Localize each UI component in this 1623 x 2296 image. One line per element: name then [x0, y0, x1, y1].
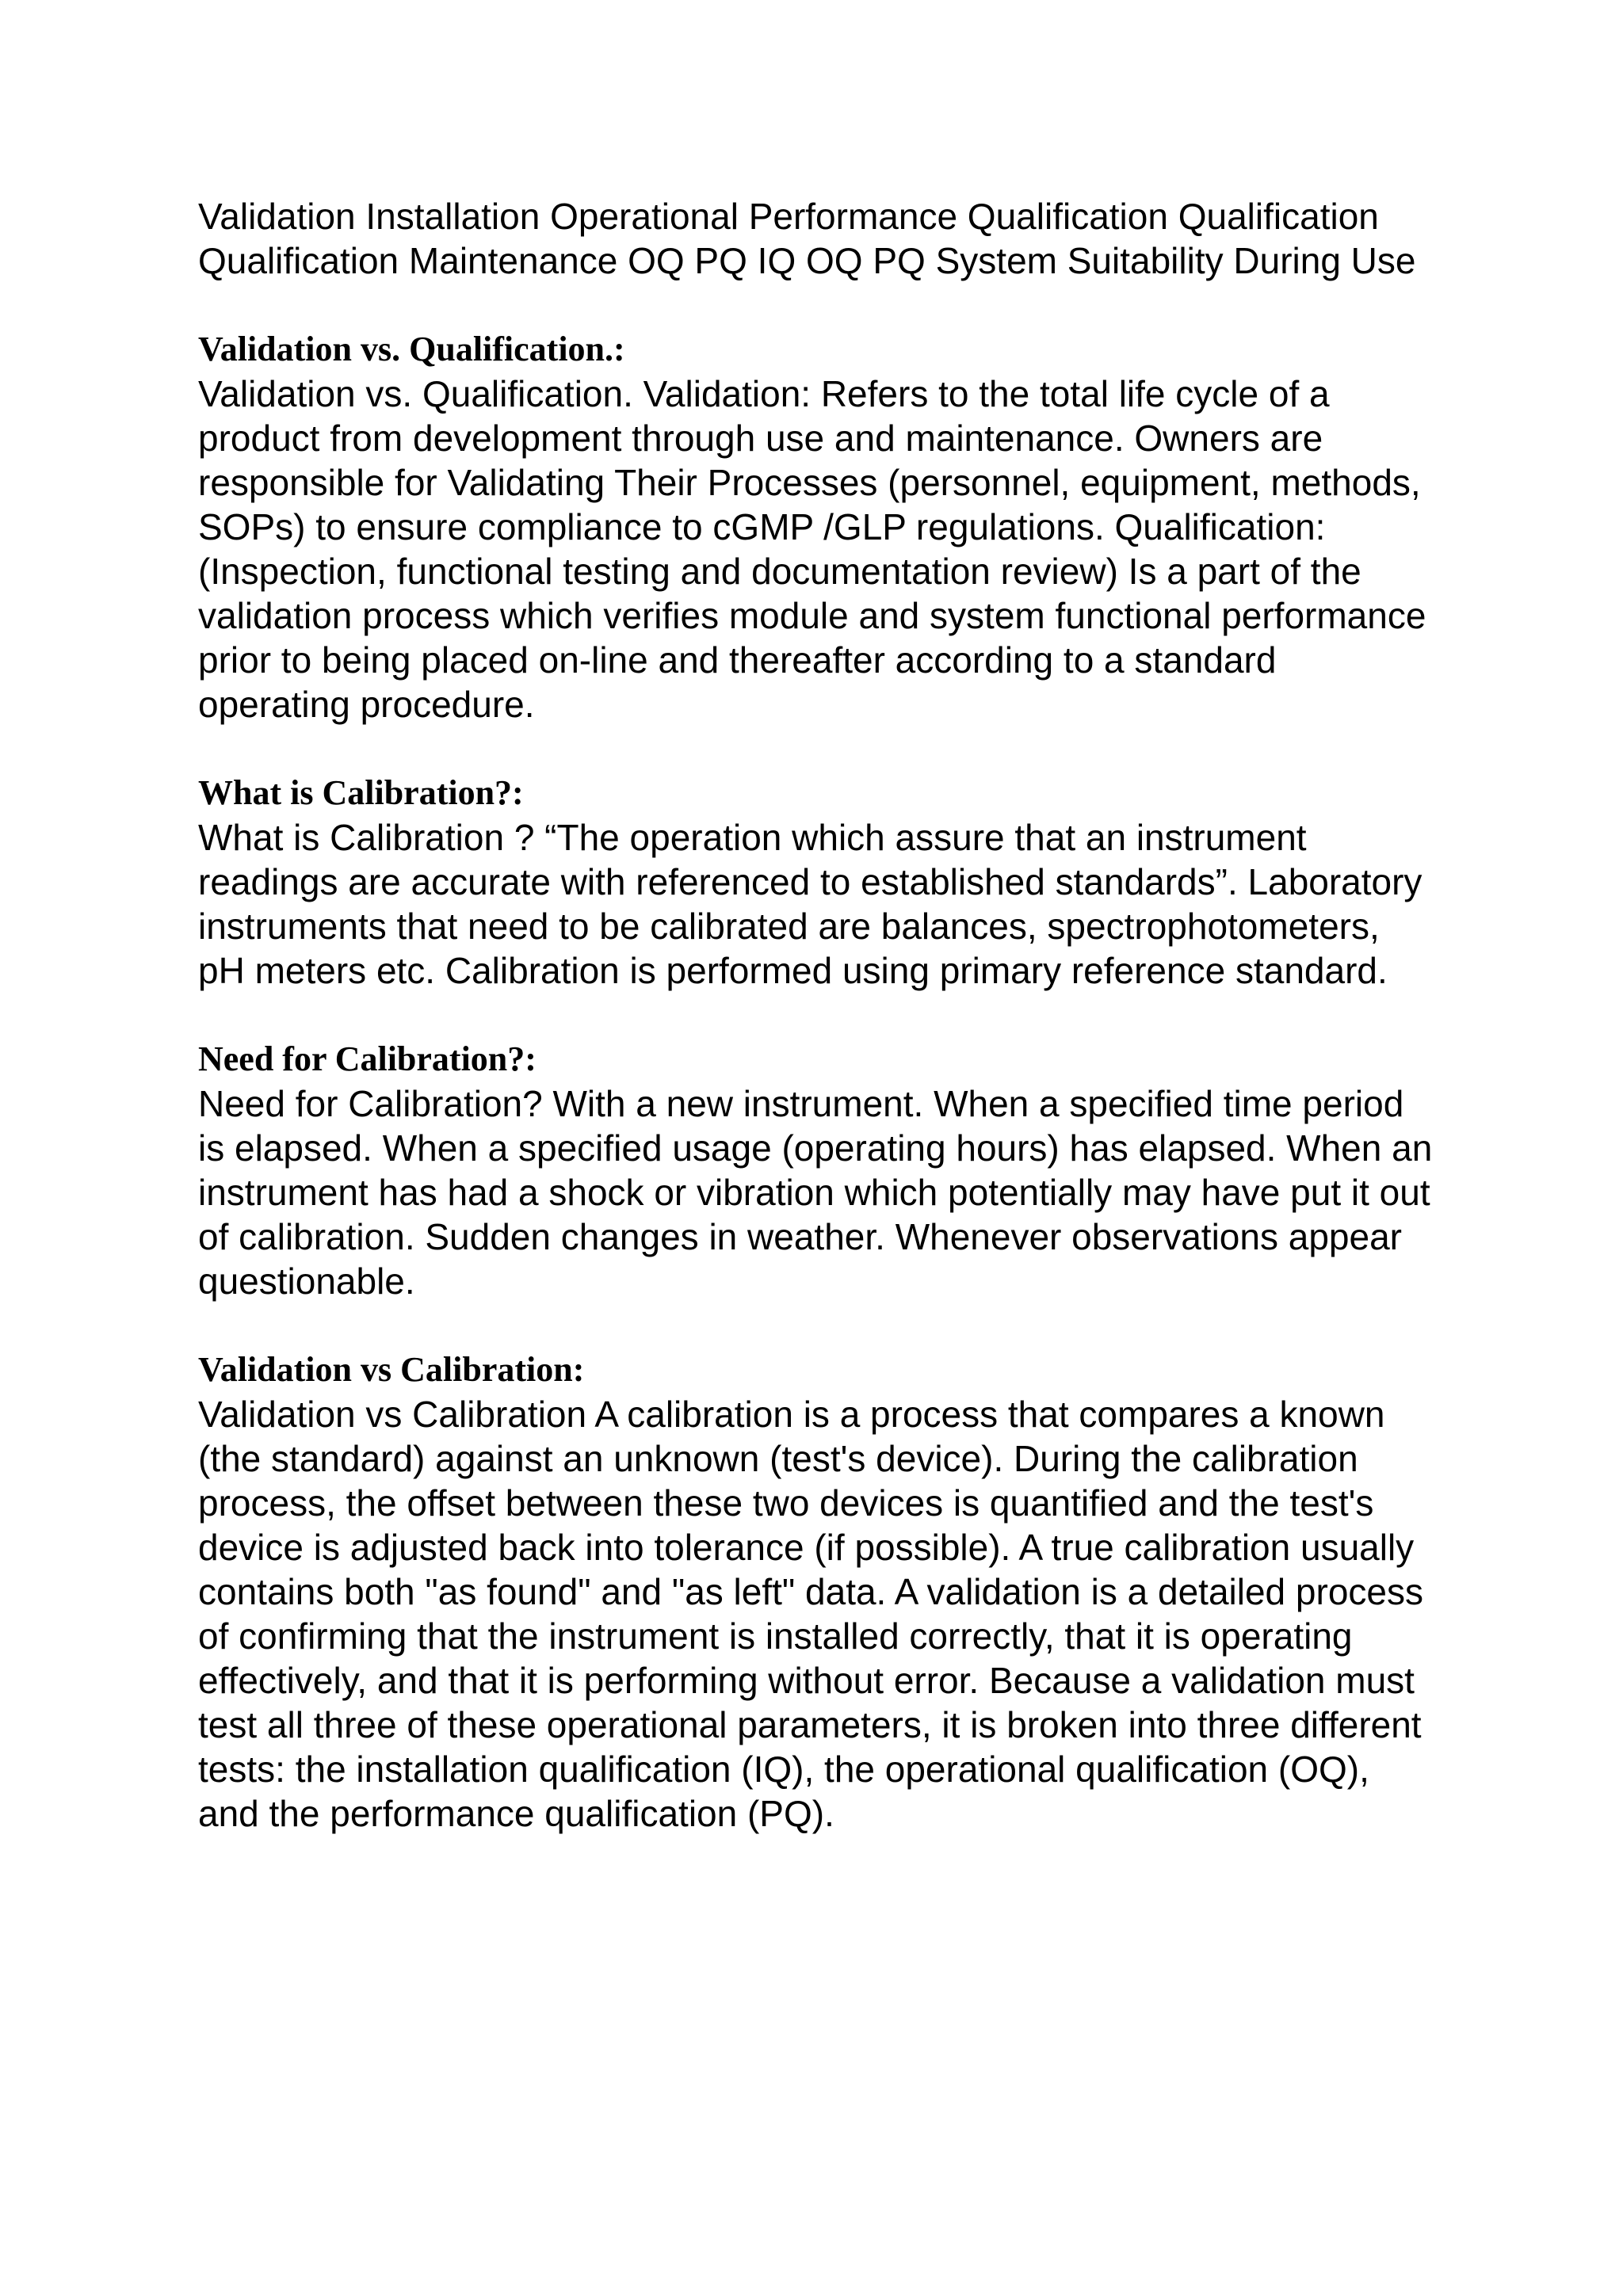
section-body: Need for Calibration? With a new instrument. When a specified time period is elapsed. When a specified usage (operating hours) has elapsed. When an instrument has had a shock or vibration which potentially may have put it out of calibration. Sudden changes in weather. Whenever observations appear questionable.: [198, 1083, 1433, 1302]
section-validation-vs-qualification: [198, 327, 1434, 727]
document-page: [198, 194, 1434, 1836]
section-title: Validation vs. Qualification.:: [198, 330, 625, 368]
section-body: Validation vs. Qualification. Validation: Refers to the total life cycle of a product from development through use and maintenance. Owners are responsible for Validating Their Processes (personnel, equipment, methods, SOPs) to ensure compliance to cGMP /GLP regulations. Qualification: (Inspection, functional testing and documentation review) Is a part of the validation process which verifies module and system functional performance prior to being placed on-line and thereafter according to a standard operating procedure.: [198, 373, 1426, 725]
section-body: What is Calibration ? “The operation which assure that an instrument readings are accurate with referenced to established standards”. Laboratory instruments that need to be calibrated are balances, spectrophotometers, pH meters etc. Calibration is performed using primary reference standard.: [198, 817, 1423, 991]
intro-paragraph: Validation Installation Operational Performance Qualification Qualification Qualification Maintenance OQ PQ IQ OQ PQ System Suitability During Use: [198, 196, 1416, 281]
section-body: Validation vs Calibration A calibration is a process that compares a known (the standard) against an unknown (test's device). During the calibration process, the offset between these two devices is quantified and the test's device is adjusted back into tolerance (if possible). A true calibration usually contains both "as found" and "as left" data. A validation is a detailed process of confirming that the instrument is installed correctly, that it is operating effectively, and that it is performing without error. Because a validation must test all three of these operational parameters, it is broken into three different tests: the installation qualification (IQ), the operational qualification (OQ), and the performance qualification (PQ).: [198, 1394, 1423, 1834]
section-title: Need for Calibration?:: [198, 1039, 537, 1078]
section-what-is-calibration: [198, 771, 1434, 993]
section-title: Validation vs Calibration:: [198, 1350, 585, 1389]
section-title: What is Calibration?:: [198, 773, 524, 812]
section-need-for-calibration: [198, 1037, 1434, 1303]
section-validation-vs-calibration: [198, 1348, 1434, 1836]
